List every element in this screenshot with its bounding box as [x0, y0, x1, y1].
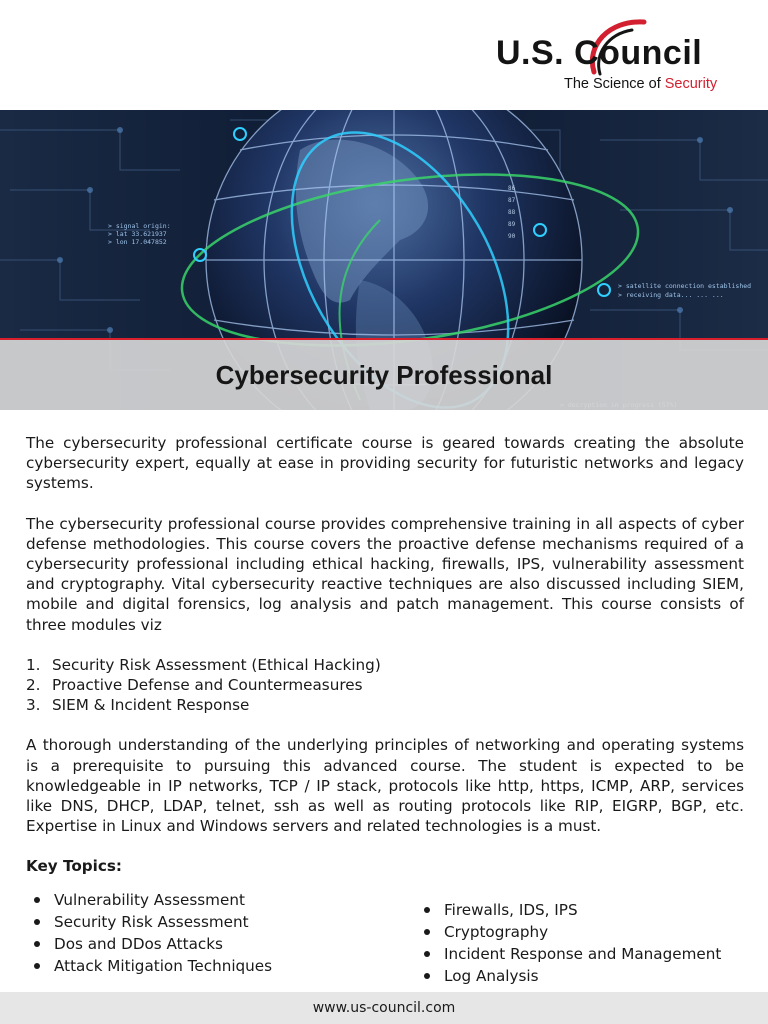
us-council-logo — [496, 16, 748, 100]
prerequisites-paragraph: A thorough understanding of the underlying principles of networking and operating systems is a prerequisite to pursuing this advanced course. The student is expected to be knowledgeable in IP networks, TCP / IP stack, protocols like http, https, ICMP, ARP, services like DNS, DHCP, LDAP, telnet, ssh as well as routing protocols like RIP, EIGRP, BGP, etc. Expertise in Linux and Windows servers and related technologies is a must. — [26, 736, 744, 836]
page-header — [0, 0, 768, 110]
key-topics-left-column — [26, 889, 272, 977]
key-topics-heading: Key Topics: — [26, 857, 122, 876]
main-content — [26, 433, 744, 989]
list-item: 1. Security Risk Assessment (Ethical Hacking) — [26, 655, 381, 674]
overlay-lon-text: > lon 17.047852 — [108, 238, 167, 246]
list-item: Log Analysis — [416, 965, 721, 987]
list-item: Incident Response and Management — [416, 943, 721, 965]
modules-list — [26, 655, 744, 716]
list-item: Attack Mitigation Techniques — [26, 955, 272, 977]
overlay-receiving-text: > receiving data... ... ... — [618, 291, 724, 299]
list-item: Vulnerability Assessment — [26, 889, 272, 911]
page-footer — [0, 992, 768, 1024]
intro-paragraph-2: The cybersecurity professional course provides comprehensive training in all aspects of cyber defense methodologies. This course covers the proactive defense mechanisms required of a cybersecurity professional including ethical hacking, firewalls, IPS, vulnerability assessment and cryptography. Vital cybersecurity reactive techniques are also discussed including SIEM, mobile and digital forensics, log analysis and patch management. This course consists of three modules viz — [26, 514, 744, 634]
key-topics — [26, 889, 744, 989]
list-item: Security Risk Assessment — [26, 911, 272, 933]
svg-text:88: 88 — [508, 209, 516, 216]
svg-text:90: 90 — [508, 233, 516, 240]
svg-text:87: 87 — [508, 197, 516, 204]
footer-url[interactable]: www.us-council.com — [312, 1000, 456, 1016]
page-title: Cybersecurity Professional — [215, 359, 553, 390]
key-topics-right-column — [416, 899, 721, 987]
overlay-signal-text: > signal origin: — [108, 222, 171, 230]
list-item: 2. Proactive Defense and Countermeasures — [26, 676, 363, 695]
list-item: Cryptography — [416, 921, 721, 943]
overlay-satellite-text: > satellite connection established — [618, 282, 752, 290]
svg-text:89: 89 — [508, 221, 516, 228]
list-item: 3. SIEM & Incident Response — [26, 696, 250, 715]
title-bar — [0, 338, 768, 410]
intro-paragraph-1: The cybersecurity professional certificate course is geared towards creating the absolute cybersecurity expert, equally at ease in providing security for futuristic networks and legacy systems. — [26, 434, 744, 493]
overlay-lat-text: > lat 33.621937 — [108, 230, 167, 238]
list-item: Dos and DDos Attacks — [26, 933, 272, 955]
logo-wordmark: U.S. Council — [496, 34, 703, 72]
logo-tagline: The Science of Security — [564, 76, 718, 92]
list-item: Firewalls, IDS, IPS — [416, 899, 721, 921]
hero-banner — [0, 110, 768, 410]
svg-text:86: 86 — [508, 185, 516, 192]
